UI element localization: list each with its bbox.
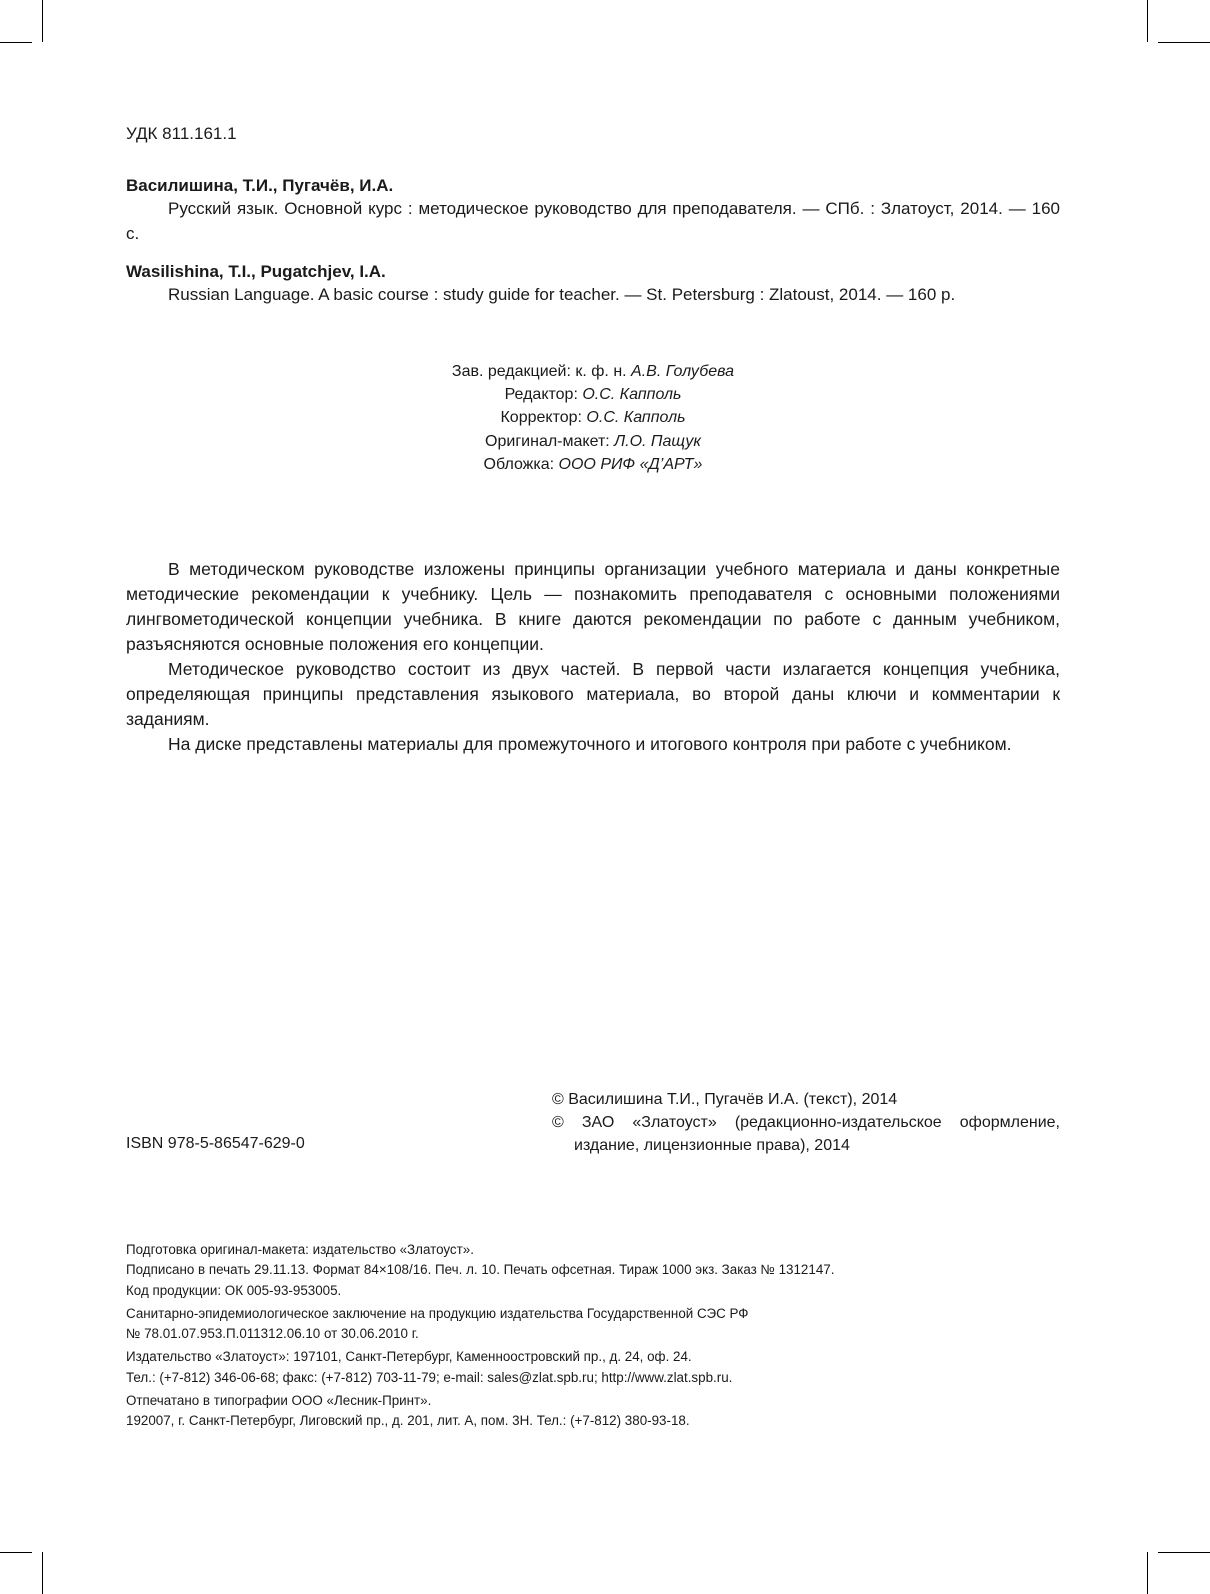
entry-authors: Василишина, Т.И., Пугачёв, И.А. — [126, 176, 394, 195]
copyright-line: © Василишина Т.И., Пугачёв И.А. (текст), 2014 — [552, 1091, 898, 1108]
bibliographic-entry-en — [126, 262, 1060, 307]
crop-mark — [1147, 0, 1148, 42]
crop-mark — [42, 0, 43, 42]
imprint-block: Отпечатано в типографии ООО «Лесник-Принт». 192007, г. Санкт-Петербург, Лиговский пр., д. 201, лит. А, пом. 3Н. Тел.: (+7-812) 380-93-18. — [126, 1393, 690, 1429]
entry-text: Русский язык. Основной курс : методическое руководство для преподавателя. — СПб. : Златоуст, 2014. — 160 с. — [126, 199, 1060, 243]
abstract-paragraph: Методическое руководство состоит из двух частей. В первой части излагается концепция учебника, определяющая принципы представления языкового материала, во второй даны ключи и комментарии к заданиям. — [126, 659, 1060, 729]
crop-mark — [1158, 1552, 1210, 1553]
abstract — [126, 557, 1060, 757]
credit-line: Зав. редакцией: к. ф. н. А.В. Голубева — [451, 363, 735, 380]
copyright-line: © ЗАО «Златоуст» (редакционно-издательское оформление, издание, лицензионные права), 2014 — [552, 1114, 1060, 1154]
credit-line: Корректор: О.С. Капполь — [500, 409, 686, 427]
abstract-paragraph: В методическом руководстве изложены принципы организации учебного материала и даны конкретные методические рекомендации к учебнику. Цель — познакомить преподавателя с основными положениями лингвометодической концепции учебника. В книге даются рекомендации по работе с данным учебником, разъясняются основные положения его концепции. — [126, 559, 1060, 654]
editorial-credits — [126, 360, 1060, 476]
credit-line: Обложка: ООО РИФ «Д’АРТ» — [483, 455, 703, 473]
udk-code: УДК 811.161.1 — [126, 124, 237, 143]
crop-mark — [42, 1552, 43, 1594]
crop-mark — [0, 1552, 32, 1553]
credit-line: Редактор: О.С. Капполь — [504, 386, 682, 404]
bibliographic-entry-ru — [126, 176, 1060, 246]
entry-authors: Wasilishina, T.I., Pugatchjev, I.A. — [126, 262, 386, 281]
credit-line: Оригинал-макет: Л.О. Пащук — [485, 432, 701, 450]
imprint-block: Подготовка оригинал-макета: издательство «Златоуст». Подписано в печать 29.11.13. Формат 84×108/16. Печ. л. 10. Печать офсетная. Тираж 1000 экз. Заказ № 1312147. Код продукции: ОК 005-93-953005. — [126, 1242, 835, 1298]
imprint-block: Санитарно-эпидемиологическое заключение на продукцию издательства Государственной СЭС РФ № 78.01.07.953.П.011312.06.10 от 30.06.2010 г. — [126, 1305, 749, 1342]
crop-mark — [1158, 42, 1210, 43]
crop-mark — [1147, 1552, 1148, 1594]
crop-mark — [0, 42, 32, 43]
imprint — [126, 1240, 1060, 1435]
imprint-block: Издательство «Златоуст»: 197101, Санкт-Петербург, Каменноостровский пр., д. 24, оф. 24. Тел.: (+7-812) 346-06-68; факс: (+7-812) 703-11-79; e-mail: sales@zlat.spb.ru; http://www.zlat.spb.ru. — [126, 1349, 733, 1385]
isbn: ISBN 978-5-86547-629-0 — [126, 1135, 305, 1152]
entry-text: Russian Language. A basic course : study guide for teacher. — St. Petersburg : Zlatoust, 2014. — 160 p. — [168, 285, 956, 304]
abstract-paragraph: На диске представлены материалы для промежуточного и итогового контроля при работе с учебником. — [168, 734, 1012, 754]
copyright-notice — [552, 1088, 1060, 1157]
